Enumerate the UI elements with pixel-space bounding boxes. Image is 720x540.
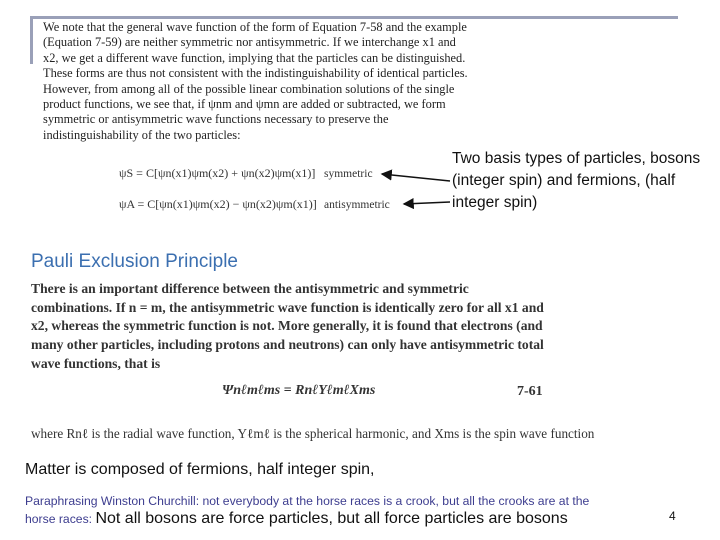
text-churchill-quote [25,492,675,528]
equation-symmetric [119,166,373,181]
equation-antisymmetric [119,197,390,212]
equation-antisymmetric-label: antisymmetric [324,199,390,211]
text-matter-fermions: Matter is composed of fermions, half integer spin, [25,461,375,478]
equation-number: 7-61 [517,384,543,399]
text-paragraph-pauli: There is an important difference between the antisymmetric and symmetric combinations. If n = m, the antisymmetric wave function is identically zero for all x1 and x2, whereas the symmetric function is not. More generally, it is found that electrons (and many other particles, including protons and neutrons) can only have antisymmetric total wave functions, that is [31,281,544,371]
frame-left-border [30,16,33,64]
equation-symmetric-label: symmetric [324,168,373,180]
annotation-note: Two basis types of particles, bosons (integer spin) and fermions, (half integer spin) [452,150,701,211]
page-number: 4 [669,509,676,523]
text-paragraph-intro: We note that the general wave function of the form of Equation 7-58 and the example (Equation 7-59) are neither symmetric nor antisymmetric. If we interchange x1 and x2, we get a different wave function, implying that the particles can be distinguished. These forms are thus not consistent with the indistinguishability of identical particles. However, from among all of the possible linear combination solutions of the single product functions, we see that, if ψnm and ψmn are added or subtracted, we form symmetric or antisymmetric wave functions necessary to preserve the indistinguishability of the two particles: [43,20,468,142]
equation-symmetric-formula: ψS = C[ψn(x1)ψm(x2) + ψn(x2)ψm(x1)] [119,166,316,180]
equation-antisymmetric-formula: ψA = C[ψn(x1)ψm(x2) − ψn(x2)ψm(x1)] [119,197,317,211]
equation-total-wave-function: Ψnℓmℓms = RnℓYℓmℓXms [222,383,376,398]
arrow-to-symmetric [382,174,450,181]
text-where-clause: where Rnℓ is the radial wave function, Yℓmℓ is the spherical harmonic, and Xms is the spin wave function [31,426,595,441]
frame-top-border [30,16,678,19]
churchill-line-2-prefix: horse races: [25,512,93,526]
churchill-line-1: Paraphrasing Winston Churchill: not everybody at the horse races is a crook, but all the crooks are at the [25,494,590,508]
churchill-line-2-main: Not all bosons are force particles, but all force particles are bosons [95,510,568,527]
arrow-to-antisymmetric [404,202,450,204]
section-title: Pauli Exclusion Principle [31,251,238,272]
